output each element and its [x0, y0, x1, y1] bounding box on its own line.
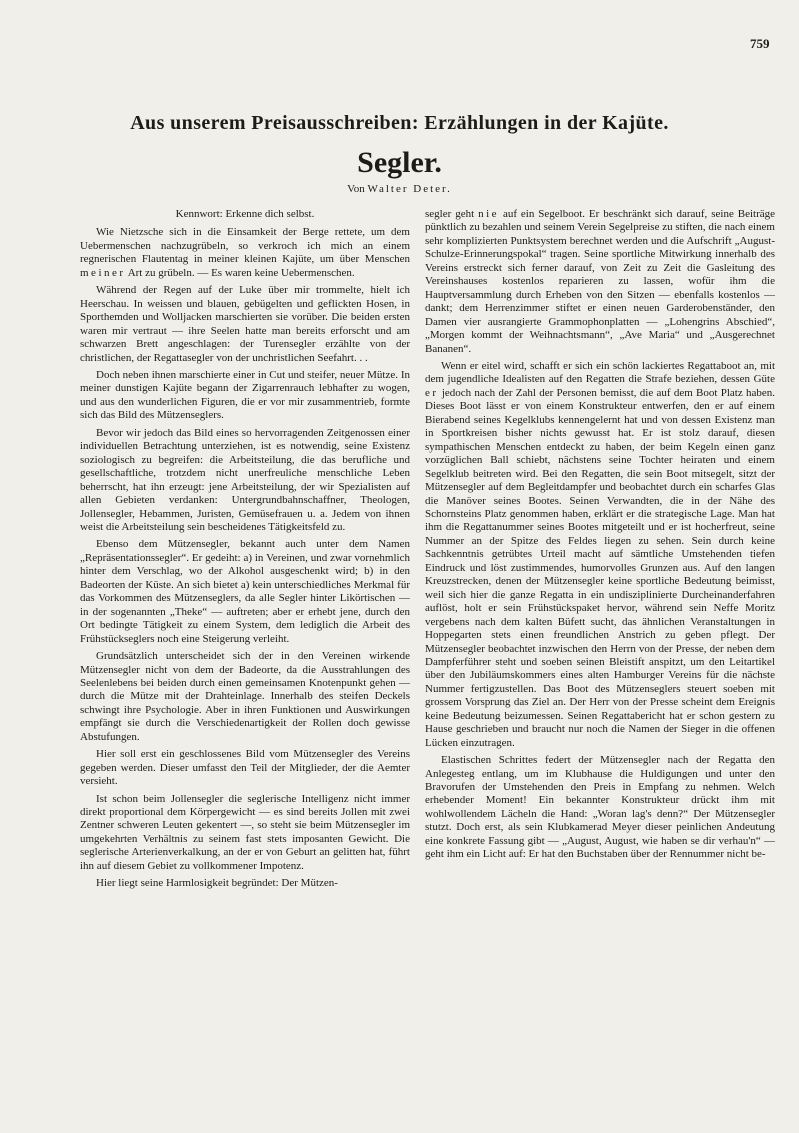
paragraph: Bevor wir jedoch das Bild eines so hervorragenden Zeitgenossen einer individuellen Betrachtung unterziehen, ist es notwendig, seine Existenz soziologisch zu begreifen: die Arbeitsteilung, die das berufliche und gesellschaftliche, trotzdem nicht unerfreuliche menschliche Leben beherrscht, hat ihn erzeugt: jene Arbeitsteilung, der wir Spezialisten auf allen Gebieten verdanken: Untergrundbahnschaffner, Theologen, Jollensegler, Hebammen, Juristen, Gemüsefrauen u. a. Jedem von ihnen weist die Arbeitsteilung sein bescheidenes Tätigkeitsfeld zu.: [80, 426, 410, 533]
paragraph: Elastischen Schrittes federt der Mützensegler nach der Regatta den Anlegesteg entlang, um im Klubhause die Huldigungen und unter den Bravorufen der Umstehenden den Preis in Empfang zu nehmen. Welch erhebender Moment! Ein bekannter Konstrukteur drückt ihm mit wohlwollendem Lächeln die Hand: „Woran lag's denn?“ Der Mützensegler stutzt. Doch erst, als sein Klubkamerad Meyer dieser peinlichen Andeutung eine konkrete Fassung gibt — „August, August, wie haben se dir verhau'n“ — geht ihm ein Licht auf: Er hat den Buchstaben über der Rennummer nicht be-: [425, 754, 775, 861]
paragraph: Wenn er eitel wird, schafft er sich ein schön lackiertes Regattaboot an, mit dem jugendliche Idealisten auf den Regatten die Strafe beziehen, dessen Güte er jedoch nach der Zahl der Personen bemisst, die auf dem Boot Platz haben. Dieses Boot lässt er von einem Konstrukteur entwerfen, den er auf einem Bierabend seines Kegelklubs kennengelernt hat und von dessen Existenz man in Sportkreisen bisher nichts gewusst hat. Er ist stolz darauf, diesen sympathischen Menschen entdeckt zu haben, der beim Kegeln einen ganz vorzüglichen Ball schiebt, nächstens seine Tochter heiraten und einem Segelklub beitreten wird. Bei den Regatten, die sein Boot mitsegelt, sitzt der Mützensegler auf dem Begleitdampfer und beobachtet durch ein scharfes Glas die Manöver seines Bootes. Seinen Verwandten, die in der Nähe des Schornsteins Platz genommen haben, erklärt er die strategische Lage. Man hat ihm die Regattanummer seines Bootes mitgeteilt und er ist hocherfreut, seine Nummer an der Spitze des Feldes liegen zu sehen. Sein durch keine Sachkenntnis getrübtes Urteil macht auf sämtliche Umstehenden tiefen Eindruck und löst zustimmendes, humorvolles Grunzen aus. Auf den langen Kreuzstrecken, denen der Mützensegler keine sportliche Bedeutung beimisst, weil sich hier die ganze Regatta in ein undisziplinierte Durcheinanderfahren auflöst, holt er sein Frühstückspaket hervor, während sein Neffe Moritz vergebens nach dem kalten Büfett sucht, das ähnlichen Veranstaltungen in Hoppegarten stets einen freundlichen Anstrich zu geben pflegt. Der Mützensegler beobachtet inzwischen den Herrn von der Presse, der neben dem Dampferführer steht und soeben seinen Bleistift anspitzt, um den Leitartikel über den Jubiläumskommers eines alten Hamburger Vereins für die nächste Nummer fertigzustellen. Das Boot des Mützenseglers steuert soeben mit grossem Vorsprung das Ziel an. Der Herr von der Presse scheint dem Ereignis keine Bedeutung beizumessen. Seinen Regattabericht hat er schon gestern zu Hause geschrieben und braucht nur noch die Namen der Sieger in die offenen Lücken einzutragen.: [425, 359, 775, 749]
byline: [0, 183, 799, 195]
byline-author: Walter Deter.: [367, 183, 452, 195]
article-title: Segler.: [357, 146, 442, 179]
paragraph: Ebenso dem Mützensegler, bekannt auch unter dem Namen „Repräsentationssegler“. Er gedeiht: a) in Vereinen, und zwar vornehmlich hinter dem Verschlag, wo der Alkohol ausgeschenkt wird; b) in den Badeorten der Küste. An sich bietet a) kein unterschiedliches Merkmal für das Vorkommen des Mützenseglers, da alle Segler hinter Likörtischen — in der sogenannten „Theke“ — auftreten; aber er erhebt jene, durch den Ort bedingte Tätigkeit zu einem System, dem lediglich die Arbeit des Frühstückseglers noch eine Steigerung verleiht.: [80, 538, 410, 645]
paragraph: segler geht nie auf ein Segelboot. Er beschränkt sich darauf, seine Beiträge pünktlich zu bezahlen und seinem Verein Segelpreise zu stiften, die nach einem sehr komplizierten Punktsystem berechnet werden und die Aufschrift „August-Schulze-Erinnerungspokal“ tragen. Seine sportliche Mitwirkung innerhalb des Vereins erstreckt sich ferner darauf, von Zeit zu Zeit die Gasleitung des Vereinshauses kostenlos reparieren zu lassen, wofür ihm die Hauptversammlung durch Erheben von den Sitzen — ebenfalls kostenlos — dankt; dem Herrenzimmer stiftet er einen neuen Garderobenständer, den Damen vier ausrangierte Grammophonplatten — „Lohengrins Abschied“, „Morgen kommt der Weihnachtsmann“, „Ave Maria“ und „Ausgerechnet Bananen“.: [425, 208, 775, 355]
left-column: [80, 208, 410, 1063]
byline-prefix: Von: [347, 183, 365, 195]
kennwort: Kennwort: Erkenne dich selbst.: [175, 208, 315, 220]
paragraph: Während der Regen auf der Luke über mir trommelte, hielt ich Heerschau. In weissen und blauen, gebügelten und geflickten Hosen, in Sporthemden und Wolljacken marschierten sie vorüber. Die beiden ersten waren mir vertraut — ihre Seelen hatte man bereits erforscht und am schwarzen Brett angeschlagen: der Turensegler erzählte von der christlichen, der Regattasegler von der unchristlichen Seefahrt. . .: [80, 284, 410, 364]
paragraph: Hier liegt seine Harmlosigkeit begründet: Der Mützen-: [96, 877, 338, 890]
paragraph: Grundsätzlich unterscheidet sich der in den Vereinen wirkende Mützensegler nicht von dem der Badeorte, da die Ausstrahlungen des Seelenlebens bei beiden durch einen gemeinsamen Knotenpunkt gehen — durch die Mütze mit der Drahteinlage. Innerhalb des steifen Deckels schwingt ihre Psychologie. Aber in ihren Funktionen und Auswirkungen empfängt sie durch die Verschiedenartigkeit der Rollen doch gewisse Abstufungen.: [80, 650, 410, 743]
paragraph: Doch neben ihnen marschierte einer in Cut und steifer, neuer Mütze. In meiner dunstigen Kajüte begann der Zigarrenrauch lebhafter zu wogen, und aus den wunderlichen Figuren, die er vor mir zusammentrieb, formte sich das Bild des Mützenseglers.: [80, 368, 410, 422]
section-heading: Aus unserem Preisausschreiben: Erzählungen in der Kajüte.: [130, 112, 669, 134]
paragraph: Wie Nietzsche sich in die Einsamkeit der Berge rettete, um dem Uebermenschen nachzugrübeln, so verkroch ich mich an einem regnerischen Flautentag in meiner kleinen Kajüte, um über Menschen meiner Art zu grübeln. — Es waren keine Uebermenschen.: [80, 226, 410, 279]
right-column: [425, 208, 775, 1063]
paragraph: Ist schon beim Jollensegler die seglerische Intelligenz nicht immer direkt proportional dem Körpergewicht — es sind bereits Jollen mit zwei Zentner schweren Leuten gekentert —, so steht sie beim Mützensegler im umgekehrten Verhältnis zu seinem fast stets imposanten Gewicht. Die seglerische Arterienverkalkung, an der er von Geburt an gelitten hat, führt ihn auf diesem Gebiet zu vollkommener Impotenz.: [80, 792, 410, 872]
paragraph: Hier soll erst ein geschlossenes Bild vom Mützensegler des Vereins gegeben werden. Dieser umfasst den Teil der Mitglieder, der die Aemter versieht.: [80, 748, 410, 788]
page-number: 759: [750, 36, 770, 51]
